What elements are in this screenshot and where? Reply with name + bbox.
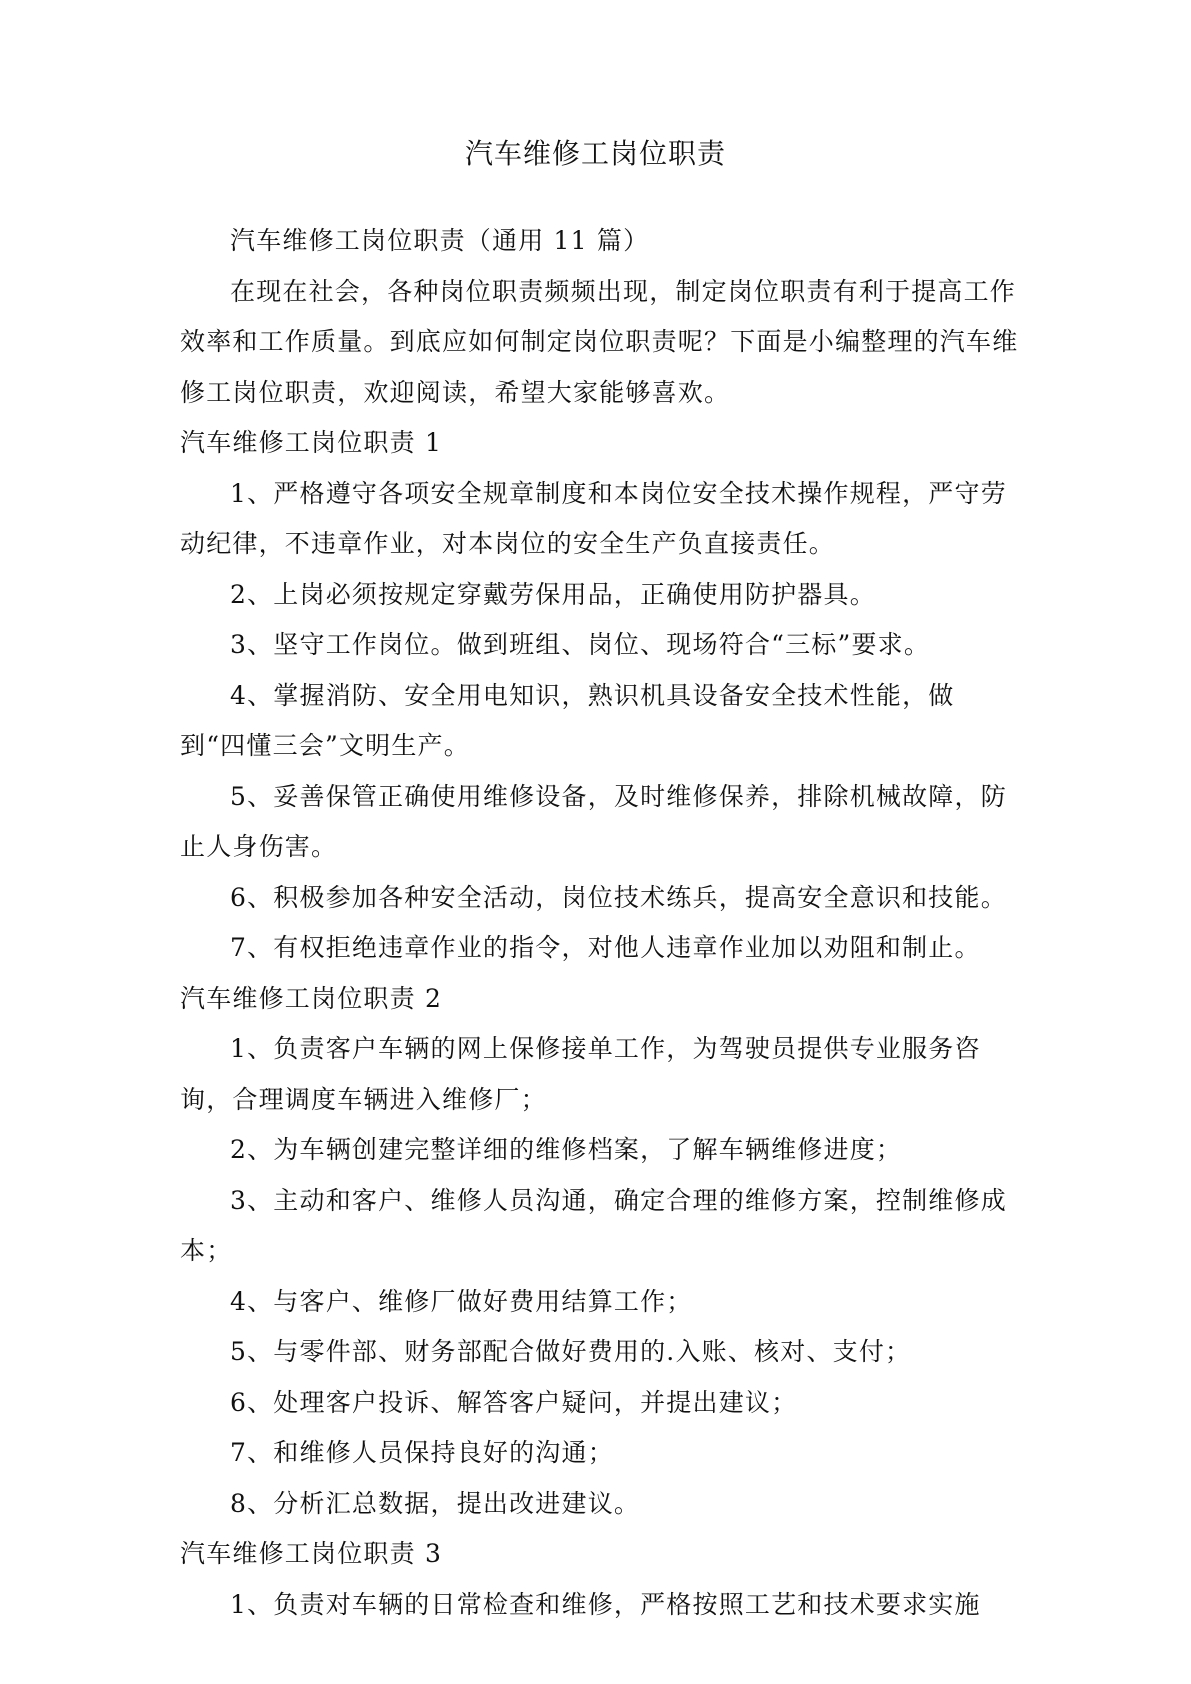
section-2 [180,974,1020,1530]
list-item: 1、负责对车辆的日常检查和维修，严格按照工艺和技术要求实施 [230,1589,981,1619]
list-item: 8、分析汇总数据，提出改进建议。 [230,1488,641,1518]
section-1 [180,418,1020,974]
list-item: 6、积极参加各种安全活动，岗位技术练兵，提高安全意识和技能。 [230,882,1007,912]
list-item: 2、上岗必须按规定穿戴劳保用品，正确使用防护器具。 [230,579,876,609]
list-item: 1、严格遵守各项安全规章制度和本岗位安全技术操作规程，严守劳动纪律，不违章作业，对本岗位的安全生产负直接责任。 [180,478,1007,558]
section-heading: 汽车维修工岗位职责 1 [180,428,443,457]
list-item: 4、与客户、维修厂做好费用结算工作； [230,1286,693,1316]
section-heading: 汽车维修工岗位职责 2 [180,983,443,1013]
list-item: 4、掌握消防、安全用电知识，熟识机具设备安全技术性能，做到“四懂三会”文明生产。 [180,680,955,760]
section-heading: 汽车维修工岗位职责 3 [180,1539,443,1568]
list-item: 5、妥善保管正确使用维修设备，及时维修保养，排除机械故障，防止人身伤害。 [180,781,1007,861]
intro-paragraph: 在现在社会，各种岗位职责频频出现，制定岗位职责有利于提高工作效率和工作质量。到底应如何制定岗位职责呢？下面是小编整理的汽车维修工岗位职责，欢迎阅读，希望大家能够喜欢。 [180,276,1019,407]
list-item: 1、负责客户车辆的网上保修接单工作，为驾驶员提供专业服务咨询，合理调度车辆进入维修厂； [180,1034,981,1114]
list-item: 3、主动和客户、维修人员沟通，确定合理的维修方案，控制维修成本； [180,1185,1007,1265]
list-item: 6、处理客户投诉、解答客户疑问，并提出建议； [230,1387,798,1417]
subtitle-paragraph: 汽车维修工岗位职责（通用 11 篇） [230,226,650,255]
document-title: 汽车维修工岗位职责 [464,137,726,170]
section-3 [180,1529,1020,1630]
list-item: 7、有权拒绝违章作业的指令，对他人违章作业加以劝阻和制止。 [230,933,981,962]
list-item: 3、坚守工作岗位。做到班组、岗位、现场符合“三标”要求。 [230,630,931,659]
document-body [180,216,1020,1630]
list-item: 7、和维修人员保持良好的沟通； [230,1438,614,1467]
list-item: 5、与零件部、财务部配合做好费用的.入账、核对、支付； [230,1337,912,1366]
list-item: 2、为车辆创建完整详细的维修档案，了解车辆维修进度； [230,1135,903,1164]
